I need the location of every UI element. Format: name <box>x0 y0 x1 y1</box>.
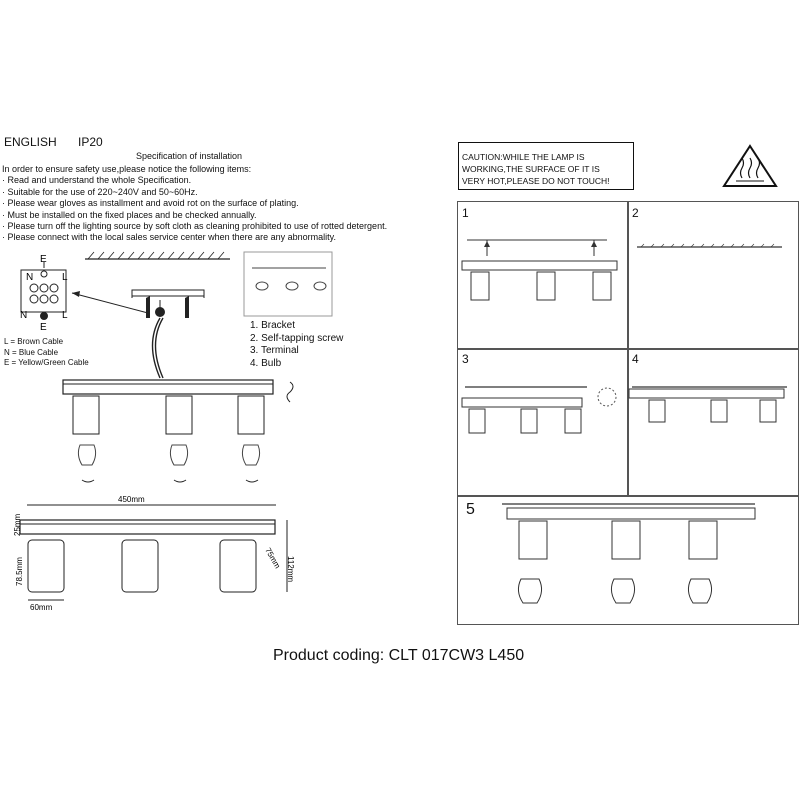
step-3-number: 3 <box>462 352 469 366</box>
fixture-exploded-view <box>63 380 293 482</box>
caution-line: VERY HOT,PLEASE DO NOT TOUCH! <box>462 176 610 186</box>
step-1-number: 1 <box>462 206 469 220</box>
step-diagrams <box>457 201 798 624</box>
terminal-block-diagram <box>20 254 148 333</box>
product-code: Product coding: CLT 017CW3 L450 <box>273 647 525 664</box>
part-bulb: 4. Bulb <box>250 357 282 369</box>
step-4-diagram <box>629 387 787 422</box>
terminal-l-right: L <box>62 272 68 283</box>
step-2-diagram <box>637 244 782 247</box>
terminal-l-bottom: L <box>62 310 68 321</box>
bracket-diagram <box>132 290 204 378</box>
spec-title: Specification of installation <box>136 151 243 161</box>
hot-surface-warning-icon <box>718 140 782 190</box>
terminal-e-top: E <box>40 254 47 265</box>
caution-line: CAUTION:WHILE THE LAMP IS <box>462 152 585 162</box>
terminal-e-bottom: E <box>40 322 47 333</box>
cable-brown: L = Brown Cable <box>4 337 64 346</box>
inset-diagram <box>244 252 332 316</box>
step-5-diagram <box>502 504 755 603</box>
step-4-number: 4 <box>632 352 639 366</box>
cable-blue: N = Blue Cable <box>4 347 59 357</box>
terminal-n-bottom: N <box>20 310 28 321</box>
instruction-item: · Suitable for the use of 220~240V and 50~60Hz. <box>2 186 198 197</box>
dim-depth: 75mm <box>263 546 283 571</box>
terminal-n-left: N <box>26 272 34 283</box>
dim-lamp-height: 78.5mm <box>15 557 24 586</box>
dim-total-height: 112mm <box>286 556 295 583</box>
part-screw: 2. Self-tapping screw <box>250 332 344 344</box>
step-2-number: 2 <box>632 206 639 220</box>
part-terminal: 3. Terminal <box>250 345 299 356</box>
caution-line: WORKING,THE SURFACE OF IT IS <box>462 164 600 174</box>
instruction-item: · Read and understand the whole Specification. <box>2 175 192 186</box>
step-1-diagram <box>462 240 617 300</box>
cable-yellow-green: E = Yellow/Green Cable <box>4 358 89 367</box>
instruction-item: · Must be installed on the fixed places and be checked annually. <box>2 209 257 220</box>
step-3-diagram <box>462 387 616 433</box>
dim-base-height: 25mm <box>13 513 22 536</box>
step-5-number: 5 <box>466 501 475 518</box>
dim-length: 450mm <box>118 495 145 504</box>
instruction-item: · Please connect with the local sales service center when there are any abnormality. <box>2 232 337 243</box>
ceiling-hatch <box>85 252 230 259</box>
instruction-intro: In order to ensure safety use,please notice the following items: <box>2 164 252 174</box>
dim-lamp-diameter: 60mm <box>30 603 53 612</box>
dimension-diagram <box>13 495 295 612</box>
caution-text <box>462 151 610 187</box>
instruction-item: · Please wear gloves as installment and avoid rot on the surface of plating. <box>2 198 299 209</box>
left-diagrams <box>0 0 440 640</box>
ip-rating: IP20 <box>78 135 103 149</box>
language-label: ENGLISH <box>4 135 57 149</box>
instruction-item: · Please turn off the lighting source by soft cloth as cleaning prohibited to use of rotted detergent. <box>2 221 388 232</box>
part-bracket: 1. Bracket <box>250 320 296 331</box>
